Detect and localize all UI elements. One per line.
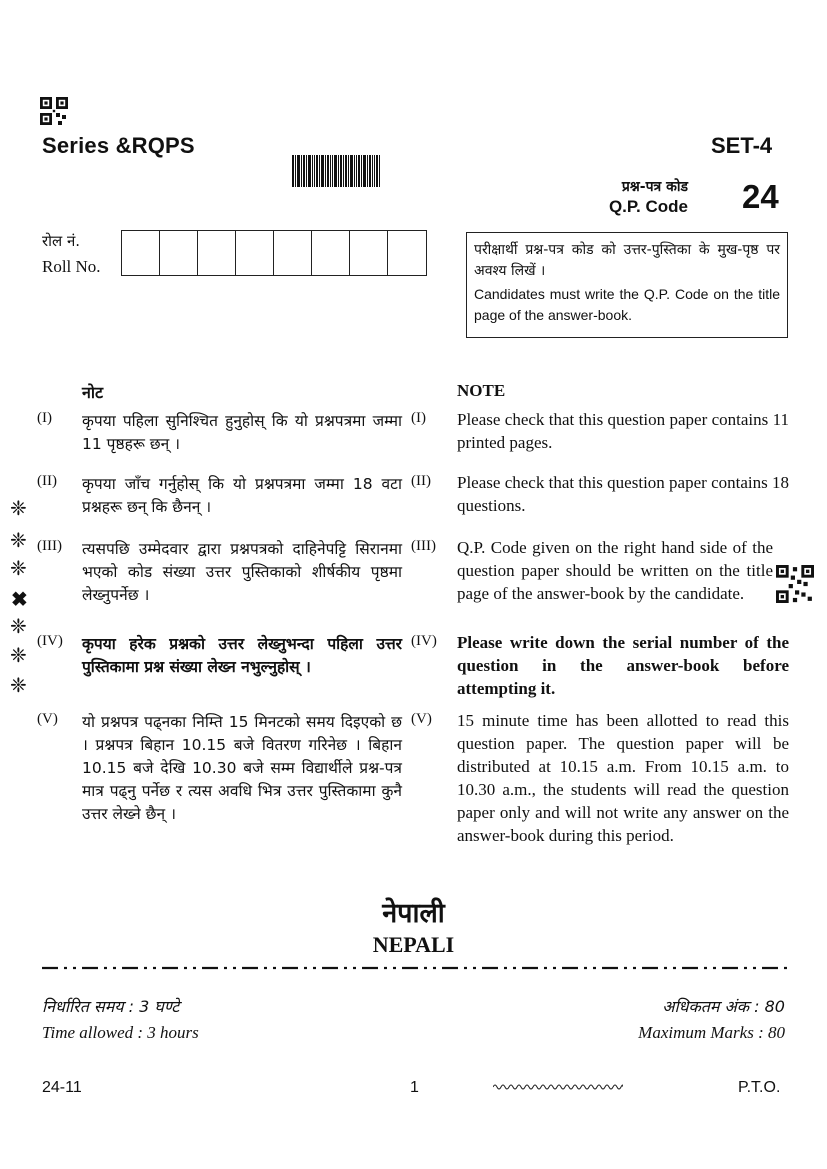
asterisk-icon: ❈ xyxy=(10,673,27,697)
page-number: 1 xyxy=(410,1079,419,1096)
asterisk-icon: ❈ xyxy=(10,528,27,552)
note-text-en: Q.P. Code given on the right hand side of the question paper should be written on the title page of the answer-book by the candidate. xyxy=(457,538,773,603)
note-text-hi: कृपया जाँच गर्नुहोस् कि यो प्रश्नपत्रमा जम्मा 18 वटा प्रश्नहरू छन् कि छैनन् । xyxy=(82,475,402,516)
qr-code-icon xyxy=(40,97,68,125)
instruction-hi: परीक्षार्थी प्रश्न-पत्र कोड को उत्तर-पुस्तिका के मुख-पृष्ठ पर अवश्य लिखें । xyxy=(474,242,780,279)
max-marks-en: Maximum Marks : 80 xyxy=(638,1023,785,1042)
note-number: (IV) xyxy=(411,633,437,649)
roll-label-hi: रोल नं. xyxy=(42,232,81,250)
series-label: Series &RQPS xyxy=(42,133,195,158)
note-title-en: NOTE xyxy=(457,381,506,400)
instruction-en: Candidates must write the Q.P. Code on the title page of the answer-book. xyxy=(474,286,780,323)
note-number: (III) xyxy=(411,538,436,554)
note-text-hi: यो प्रश्नपत्र पढ्नका निम्ति 15 मिनटको समय दिइएको छ । प्रश्नपत्र बिहान 10.15 बजे वितरण गरिनेछ । बिहान 10.15 बजे देखि 10.30 बजे सम्म विद्यार्थीले प्रश्न-पत्र मात्र पढ्नु पर्नेछ र त्यस अवधि भित्र उत्तर पुस्तिकामा कुनै उत्तर लेख्ने छैन् । xyxy=(82,713,402,823)
roll-number-box[interactable] xyxy=(122,231,160,275)
qp-code-number: 24 xyxy=(742,178,779,215)
roll-label-en: Roll No. xyxy=(42,257,101,276)
roll-number-box[interactable] xyxy=(350,231,388,275)
note-number: (V) xyxy=(37,711,58,727)
max-marks-hi: अधिकतम अंक : 80 xyxy=(662,997,785,1016)
note-text-en: Please write down the serial number of the question in the answer-book before attempting it. xyxy=(457,633,789,698)
note-number: (III) xyxy=(37,538,62,554)
roll-number-box[interactable] xyxy=(312,231,350,275)
roll-number-box[interactable] xyxy=(198,231,236,275)
note-number: (II) xyxy=(411,473,431,489)
subject-title-en: NEPALI xyxy=(372,932,455,957)
roll-number-box[interactable] xyxy=(388,231,426,275)
wave-decoration-icon xyxy=(493,1082,623,1092)
note-text-en: Please check that this question paper contains 11 printed pages. xyxy=(457,410,789,452)
note-text-hi: कृपया हरेक प्रश्नको उत्तर लेख्नुभन्दा पहिला उत्तर पुस्तिकामा प्रश्न संख्या लेख्न नभुल्नुहोस् । xyxy=(82,635,402,676)
dash-dot-divider xyxy=(42,964,788,972)
note-text-en: Please check that this question paper contains 18 questions. xyxy=(457,473,789,515)
qr-code-icon xyxy=(776,565,814,603)
note-number: (V) xyxy=(411,711,432,727)
cross-icon: ✖ xyxy=(11,587,28,611)
set-label: SET-4 xyxy=(711,133,773,158)
paper-code-footer: 24-11 xyxy=(42,1079,82,1096)
note-number: (IV) xyxy=(37,633,63,649)
note-number: (I) xyxy=(37,410,52,426)
asterisk-icon: ❈ xyxy=(10,643,27,667)
roll-number-boxes[interactable] xyxy=(121,230,427,276)
note-number: (II) xyxy=(37,473,57,489)
subject-title-hi: नेपाली xyxy=(382,898,445,929)
qp-code-label-en: Q.P. Code xyxy=(608,197,688,216)
pto-label: P.T.O. xyxy=(738,1079,781,1096)
note-number: (I) xyxy=(411,410,426,426)
note-text-hi: त्यसपछि उम्मेदवार द्वारा प्रश्नपत्रको दाहिनेपट्टि सिरानमा भएको कोड संख्या उत्तर पुस्तिकाको शीर्षकीय पृष्ठमा लेख्नुपर्नेछ । xyxy=(82,540,402,604)
time-allowed-hi: निर्धारित समय : 3 घण्टे xyxy=(42,997,180,1016)
instruction-box xyxy=(466,232,788,338)
roll-number-box[interactable] xyxy=(160,231,198,275)
asterisk-icon: ❈ xyxy=(10,614,27,638)
time-allowed-en: Time allowed : 3 hours xyxy=(42,1023,199,1042)
note-text-hi: कृपया पहिला सुनिश्चित हुनुहोस् कि यो प्रश्नपत्रमा जम्मा 11 पृष्ठहरू छन् । xyxy=(82,412,402,453)
note-title-hi: नोट xyxy=(82,383,104,402)
barcode-icon xyxy=(292,155,380,187)
asterisk-icon: ❈ xyxy=(10,496,27,520)
qp-code-label-hi: प्रश्न-पत्र कोड xyxy=(621,179,688,195)
roll-number-box[interactable] xyxy=(274,231,312,275)
asterisk-icon: ❈ xyxy=(10,556,27,580)
note-text-en: 15 minute time has been allotted to read this question paper. The question paper will be distributed at 10.15 a.m. From 10.15 a.m. to 10.30 a.m., the students will read the question paper only and will not write any answer on the answer-book during this period. xyxy=(457,711,789,845)
roll-number-box[interactable] xyxy=(236,231,274,275)
